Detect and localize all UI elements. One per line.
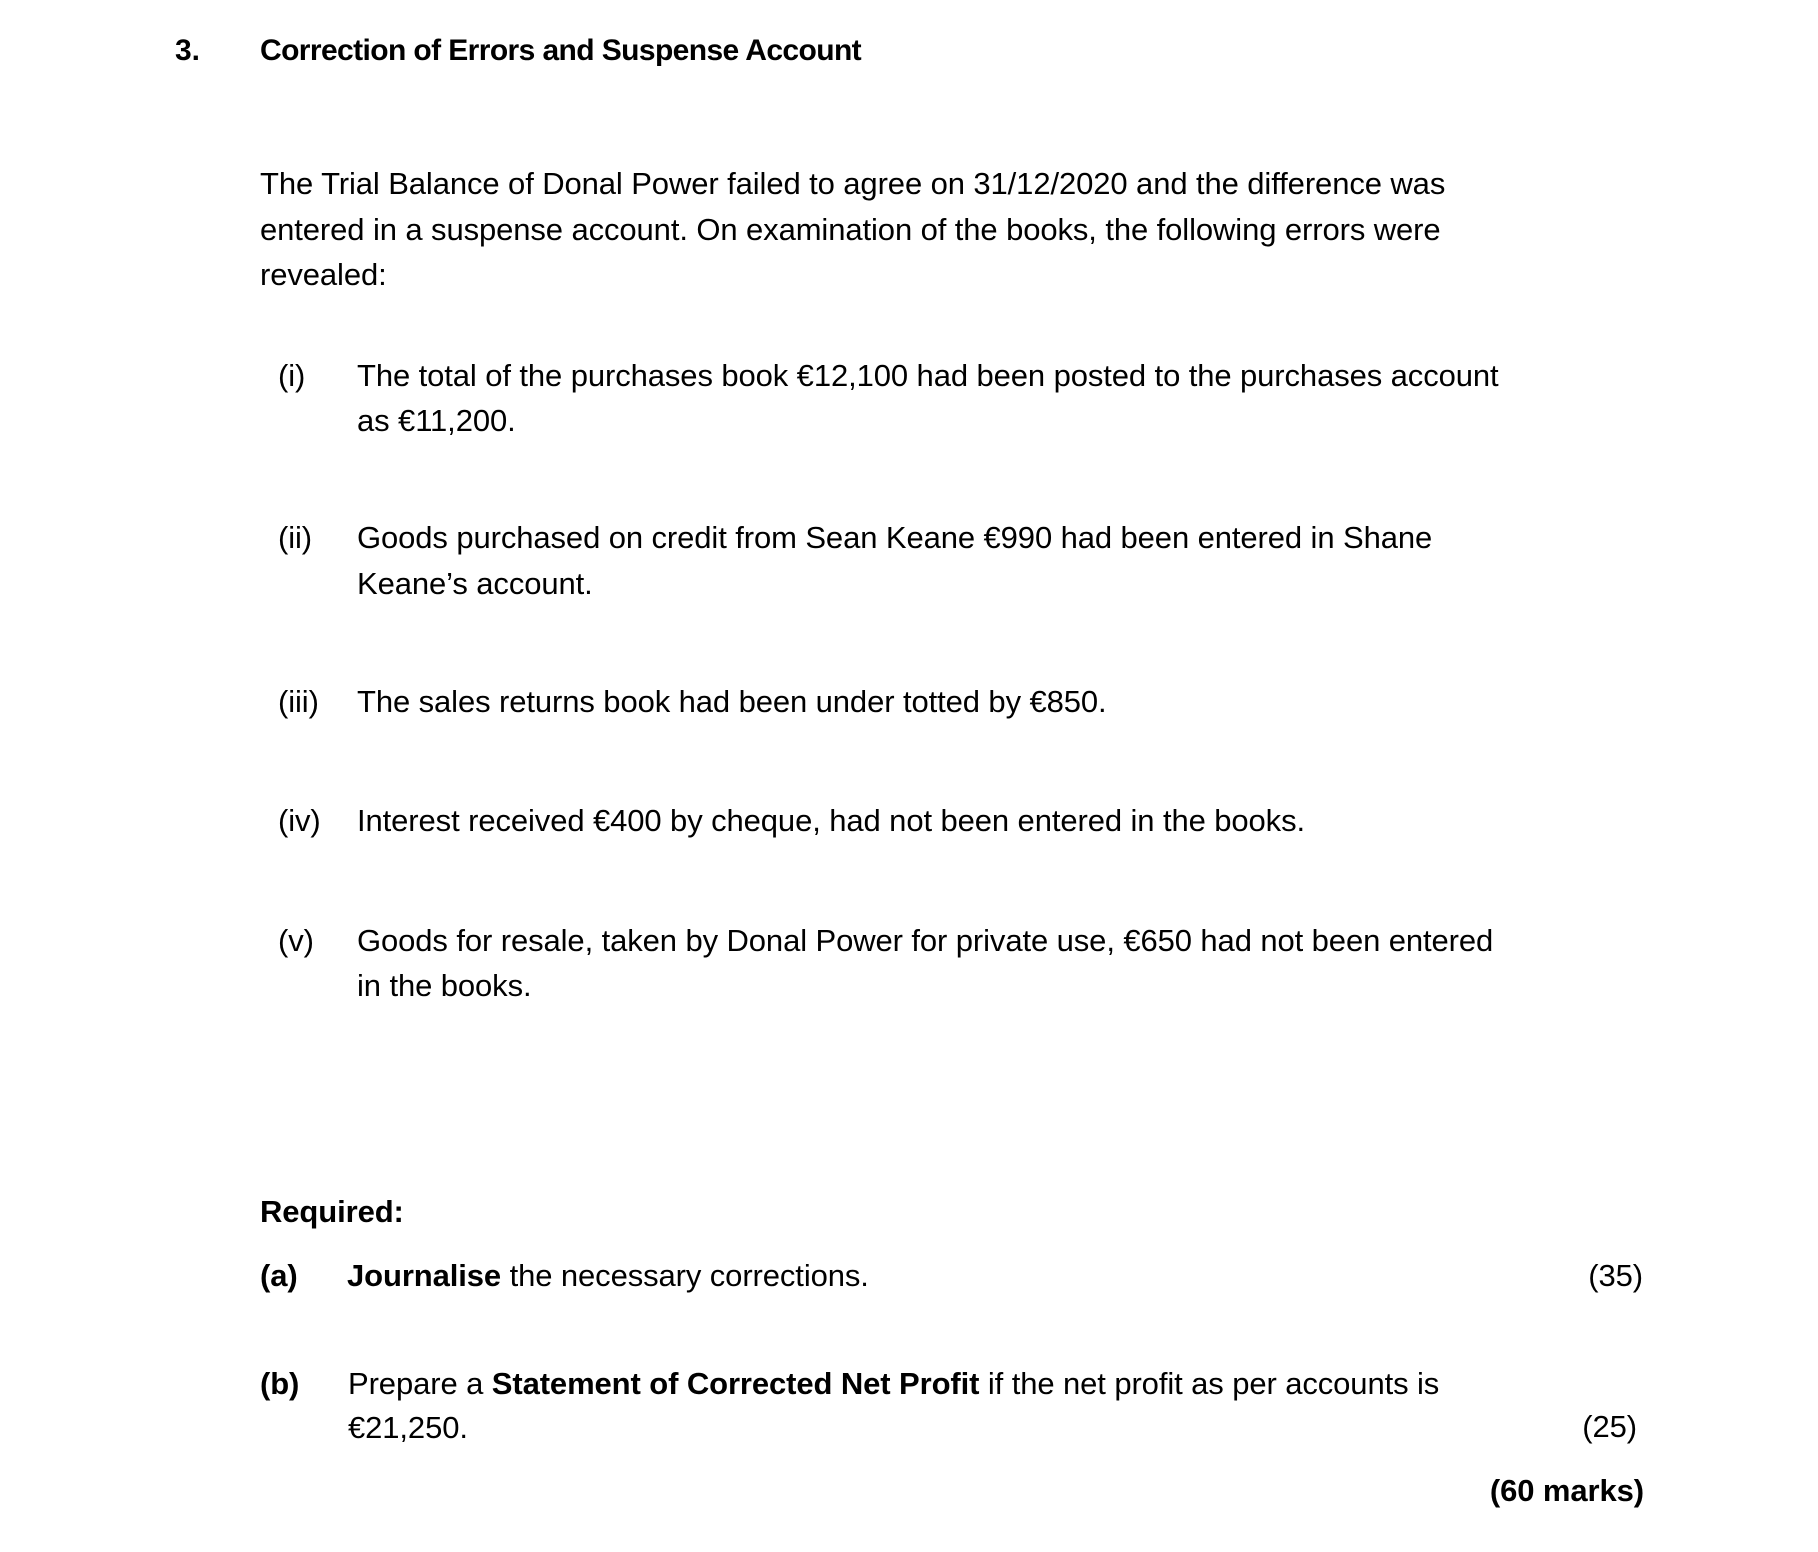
part-marks: (25) <box>1582 1409 1637 1444</box>
part-bold-text: Statement of Corrected Net Profit <box>491 1366 980 1401</box>
part-label: (b) <box>260 1366 300 1401</box>
error-label: (i) <box>278 358 306 393</box>
error-text-line: as €11,200. <box>357 403 516 438</box>
error-text-line: Goods for resale, taken by Donal Power for private use, €650 had not been entered <box>357 923 1494 958</box>
part-text-line2: €21,250. <box>348 1410 468 1445</box>
intro-line: entered in a suspense account. On examination of the books, the following errors were <box>260 212 1441 247</box>
part-text-after: the necessary corrections. <box>501 1258 869 1293</box>
error-text-line: The total of the purchases book €12,100 had been posted to the purchases account <box>357 358 1499 393</box>
question-title: Correction of Errors and Suspense Account <box>260 34 862 67</box>
error-label: (iv) <box>278 803 321 838</box>
error-text-line: Interest received €400 by cheque, had not been entered in the books. <box>357 803 1305 838</box>
part-bold-text: Journalise <box>347 1258 502 1293</box>
part-text <box>347 1256 869 1296</box>
error-text-line: Keane’s account. <box>357 566 593 601</box>
part-text-before: Prepare a <box>348 1366 492 1401</box>
intro-line: The Trial Balance of Donal Power failed to agree on 31/12/2020 and the difference was <box>260 166 1446 201</box>
required-heading: Required: <box>260 1194 404 1229</box>
part-text <box>348 1364 1439 1404</box>
part-text-after: if the net profit as per accounts is <box>979 1366 1440 1401</box>
intro-line: revealed: <box>260 257 387 292</box>
part-label: (a) <box>260 1258 298 1293</box>
total-marks: (60 marks) <box>1489 1473 1644 1508</box>
error-label: (v) <box>278 923 314 958</box>
error-text-line: Goods purchased on credit from Sean Keane €990 had been entered in Shane <box>357 520 1433 555</box>
error-text-line: The sales returns book had been under totted by €850. <box>357 684 1107 719</box>
question-number: 3. <box>175 34 200 67</box>
error-text-line: in the books. <box>357 968 532 1003</box>
error-label: (ii) <box>278 520 313 555</box>
part-marks: (35) <box>1588 1258 1643 1293</box>
error-label: (iii) <box>278 684 319 719</box>
